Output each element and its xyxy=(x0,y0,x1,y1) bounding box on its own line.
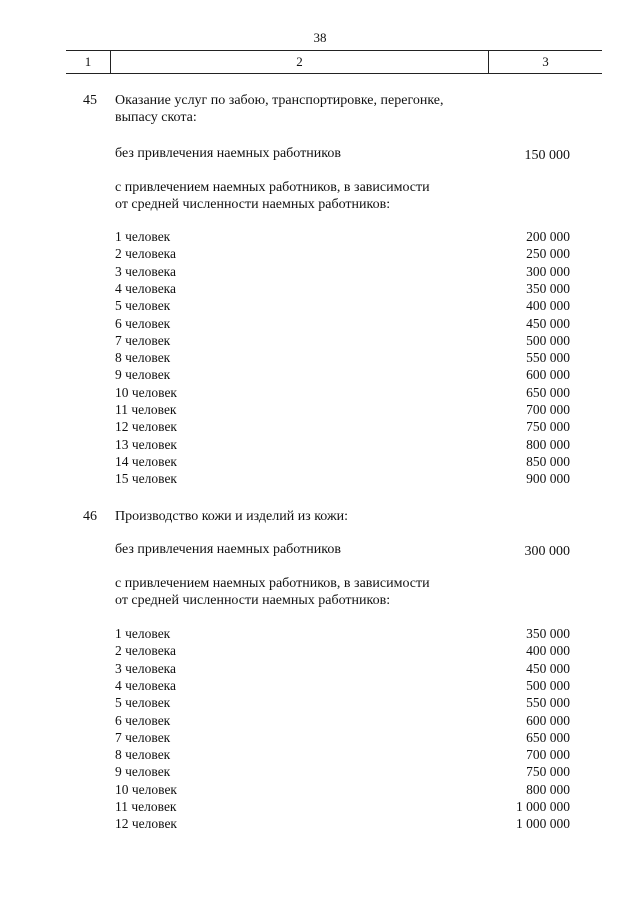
row-label: 6 человек xyxy=(115,712,171,728)
table-row xyxy=(0,229,640,246)
row-value: 700 000 xyxy=(526,747,570,763)
section-46-with-line1: с привлечением наемных работников, в зависимости xyxy=(115,576,430,591)
table-row xyxy=(0,264,640,281)
row-label: 7 человек xyxy=(115,332,171,348)
row-value: 600 000 xyxy=(526,712,570,728)
row-label: 3 человека xyxy=(115,263,177,279)
table-row xyxy=(0,437,640,454)
row-value: 800 000 xyxy=(526,436,570,452)
table-row xyxy=(0,661,640,678)
table-row xyxy=(0,454,640,471)
row-label: 4 человека xyxy=(115,677,177,693)
row-label: 7 человек xyxy=(115,729,171,745)
row-value: 1 000 000 xyxy=(516,816,570,832)
row-label: 10 человек xyxy=(115,384,177,400)
row-value: 400 000 xyxy=(526,298,570,314)
row-label: 5 человек xyxy=(115,298,171,314)
section-45-with-line2: от средней численности наемных работников: xyxy=(115,197,391,212)
row-label: 3 человека xyxy=(115,660,177,676)
table-row xyxy=(0,281,640,298)
table-row xyxy=(0,367,640,384)
row-value: 500 000 xyxy=(526,677,570,693)
row-value: 900 000 xyxy=(526,471,570,487)
table-row xyxy=(0,695,640,712)
row-value: 750 000 xyxy=(526,419,570,435)
column-header-table xyxy=(66,50,602,74)
section-46-with-line2: от средней численности наемных работников: xyxy=(115,593,391,608)
section-46-title-line1: Производство кожи и изделий из кожи: xyxy=(115,509,349,524)
table-row xyxy=(0,350,640,367)
row-value: 650 000 xyxy=(526,729,570,745)
table-row xyxy=(0,246,640,263)
row-label: 13 человек xyxy=(115,436,177,452)
row-value: 600 000 xyxy=(526,367,570,383)
table-row xyxy=(0,678,640,695)
table-row xyxy=(0,402,640,419)
section-45-without-label: без привлечения наемных работников xyxy=(115,146,341,161)
row-value: 650 000 xyxy=(526,384,570,400)
row-value: 550 000 xyxy=(526,350,570,366)
row-label: 12 человек xyxy=(115,419,177,435)
row-label: 2 человека xyxy=(115,643,177,659)
row-label: 1 человек xyxy=(115,626,171,641)
row-label: 11 человек xyxy=(115,799,177,814)
table-row xyxy=(0,713,640,730)
row-value: 350 000 xyxy=(526,626,570,641)
row-value: 1 000 000 xyxy=(516,799,570,814)
row-label: 4 человека xyxy=(115,280,177,296)
table-row xyxy=(0,799,640,816)
page-number: 38 xyxy=(313,30,327,45)
table-row xyxy=(0,471,640,488)
row-value: 800 000 xyxy=(526,781,570,797)
section-46-number: 46 xyxy=(83,509,97,524)
section-46-without-label: без привлечения наемных работников xyxy=(115,542,341,557)
table-row xyxy=(0,316,640,333)
table-row xyxy=(0,626,640,643)
column-header-3: 3 xyxy=(542,54,549,69)
row-value: 450 000 xyxy=(526,315,570,331)
table-row xyxy=(0,298,640,315)
row-value: 400 000 xyxy=(526,643,570,659)
table-row xyxy=(0,747,640,764)
row-value: 250 000 xyxy=(526,246,570,262)
row-label: 8 человек xyxy=(115,747,171,763)
column-header-2: 2 xyxy=(111,51,489,73)
table-row xyxy=(0,782,640,799)
row-value: 300 000 xyxy=(526,263,570,279)
row-label: 5 человек xyxy=(115,695,171,711)
row-label: 8 человек xyxy=(115,350,171,366)
column-header-1: 1 xyxy=(66,51,111,73)
row-label: 9 человек xyxy=(115,764,171,780)
row-value: 550 000 xyxy=(526,695,570,711)
section-45-without-value: 150 000 xyxy=(524,148,570,163)
table-row xyxy=(0,385,640,402)
row-label: 1 человек xyxy=(115,229,171,244)
row-label: 9 человек xyxy=(115,367,171,383)
row-value: 200 000 xyxy=(526,229,570,244)
row-label: 6 человек xyxy=(115,315,171,331)
table-row xyxy=(0,764,640,781)
row-label: 14 человек xyxy=(115,453,177,469)
row-value: 500 000 xyxy=(526,332,570,348)
row-label: 15 человек xyxy=(115,471,177,487)
table-row xyxy=(0,730,640,747)
row-value: 350 000 xyxy=(526,280,570,296)
section-45-title-line2: выпасу скота: xyxy=(115,110,197,125)
row-value: 700 000 xyxy=(526,402,570,417)
row-label: 12 человек xyxy=(115,816,177,832)
row-value: 750 000 xyxy=(526,764,570,780)
row-label: 11 человек xyxy=(115,402,177,417)
table-row xyxy=(0,816,640,833)
row-label: 2 человека xyxy=(115,246,177,262)
table-row xyxy=(0,643,640,660)
section-45-with-line1: с привлечением наемных работников, в зависимости xyxy=(115,180,430,195)
section-45-number: 45 xyxy=(83,93,97,108)
row-label: 10 человек xyxy=(115,781,177,797)
table-row xyxy=(0,419,640,436)
row-value: 850 000 xyxy=(526,453,570,469)
section-45-title-line1: Оказание услуг по забою, транспортировке, перегонке, xyxy=(115,93,444,108)
table-row xyxy=(0,333,640,350)
section-46-without-value: 300 000 xyxy=(524,544,570,559)
row-value: 450 000 xyxy=(526,660,570,676)
